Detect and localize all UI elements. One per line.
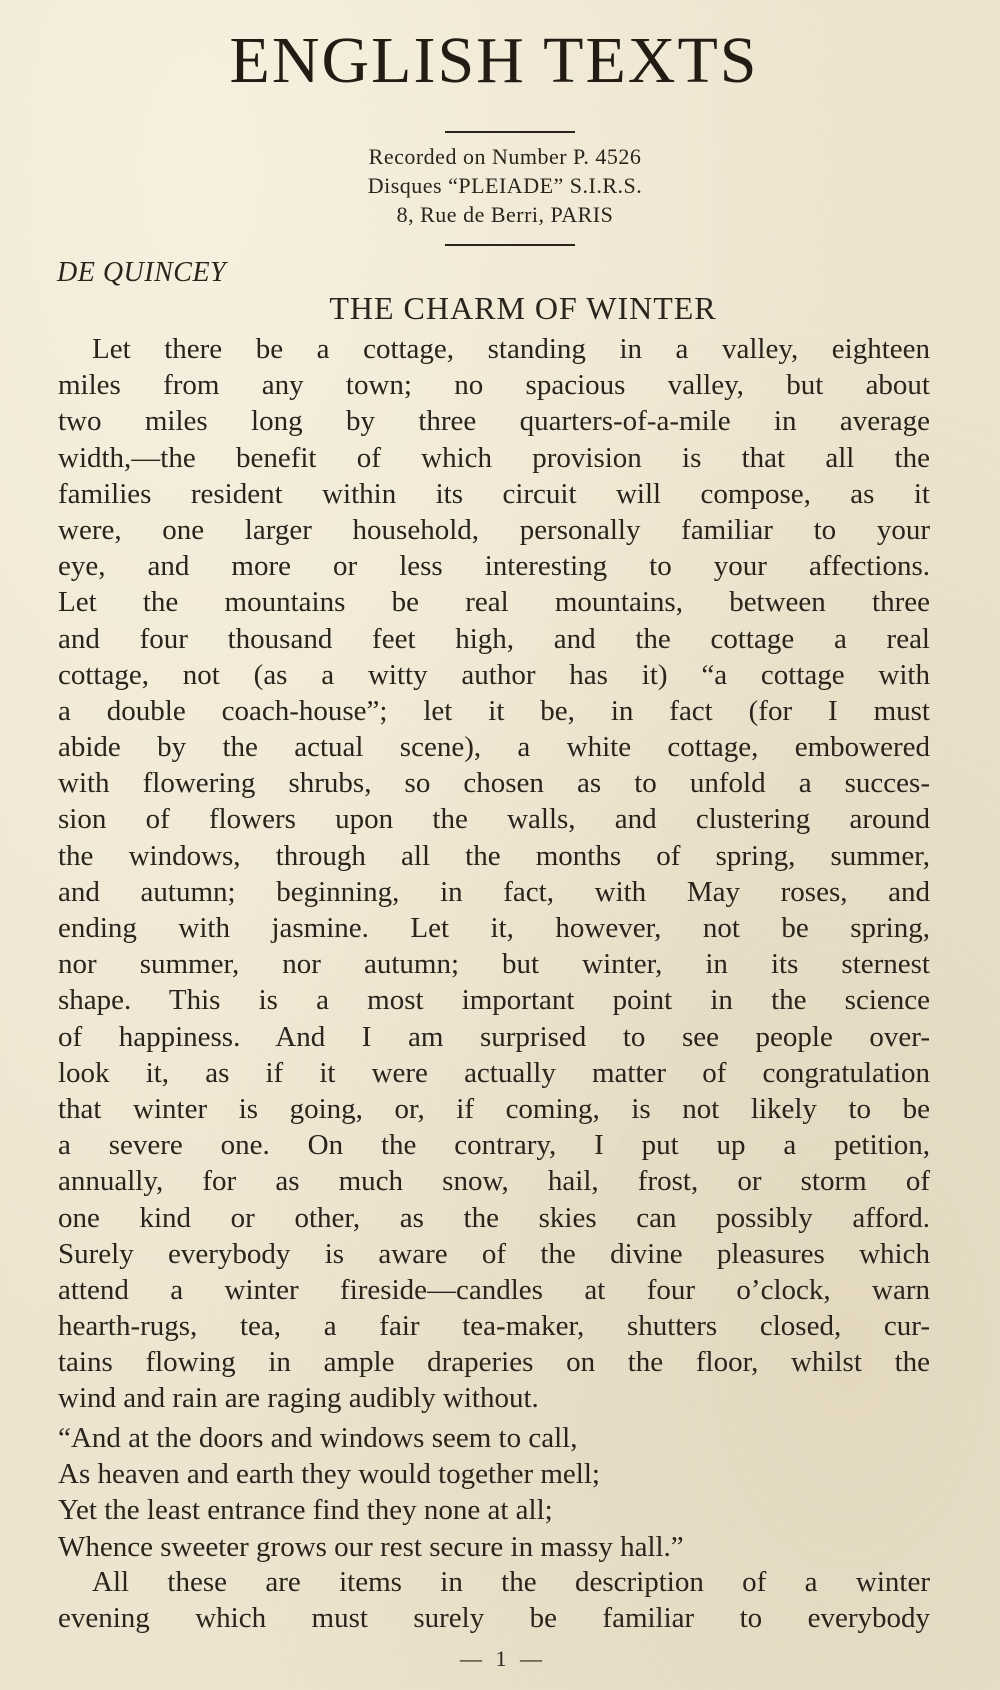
text-line: two miles long by three quarters-of-a-mile in average bbox=[58, 405, 930, 438]
verse-line: As heaven and earth they would together mell; bbox=[58, 1458, 600, 1491]
text-line: Surely everybody is aware of the divine pleasures which bbox=[58, 1237, 930, 1270]
verse-line: “And at the doors and windows seem to call, bbox=[58, 1422, 578, 1454]
text-line: attend a winter fireside—candles at four o’clock, warn bbox=[58, 1273, 930, 1306]
text-line: hearth-rugs, tea, a fair tea-maker, shutters closed, cur- bbox=[58, 1310, 930, 1343]
text-line: with flowering shrubs, so chosen as to unfold a succes- bbox=[58, 767, 930, 800]
text-line: a double coach-house”; let it be, in fact (for I must bbox=[58, 694, 930, 727]
text-line: abide by the actual scene), a white cottage, embowered bbox=[58, 731, 930, 764]
text-line: and four thousand feet high, and the cottage a real bbox=[58, 622, 930, 655]
text-line: tains flowing in ample draperies on the floor, whilst the bbox=[58, 1346, 930, 1379]
text-line: nor summer, nor autumn; but winter, in its sternest bbox=[58, 948, 930, 981]
prose-paragraph-1 bbox=[58, 331, 930, 1417]
verse-line: Yet the least entrance find they none at all; bbox=[58, 1494, 553, 1527]
title-divider-top bbox=[445, 131, 575, 133]
recording-line: 8, Rue de Berri, PARIS bbox=[396, 202, 614, 227]
author-name: DE QUINCEY bbox=[57, 257, 227, 288]
text-line: of happiness. And I am surprised to see people over- bbox=[58, 1020, 930, 1053]
page-title: ENGLISH TEXTS bbox=[229, 24, 759, 97]
text-line: cottage, not (as a witty author has it) “a cottage with bbox=[58, 658, 930, 691]
verse-quotation bbox=[58, 1420, 930, 1565]
text-line: one kind or other, as the skies can possibly afford. bbox=[58, 1201, 930, 1234]
title-divider-bottom bbox=[445, 244, 575, 246]
text-line: eye, and more or less interesting to your affections. bbox=[58, 550, 930, 583]
text-line: sion of flowers upon the walls, and clustering around bbox=[58, 803, 930, 836]
text-line: width,—the benefit of which provision is that all the bbox=[58, 441, 930, 474]
text-line: wind and rain are raging audibly without. bbox=[58, 1382, 539, 1415]
text-line: the windows, through all the months of spring, summer, bbox=[58, 839, 930, 872]
recording-line: Disques “PLEIADE” S.I.R.S. bbox=[367, 173, 643, 198]
page-number: — 1 — bbox=[460, 1646, 546, 1671]
text-line: that winter is going, or, if coming, is not likely to be bbox=[58, 1092, 930, 1125]
prose-paragraph-2 bbox=[58, 1564, 930, 1636]
text-line: Let the mountains be real mountains, between three bbox=[58, 586, 930, 619]
text-line: All these are items in the description of a winter bbox=[92, 1566, 930, 1598]
text-line: shape. This is a most important point in the science bbox=[58, 984, 930, 1017]
text-line: miles from any town; no spacious valley, but about bbox=[58, 369, 930, 402]
text-line: look it, as if it were actually matter of congratulation bbox=[58, 1056, 930, 1089]
text-line: were, one larger household, personally familiar to your bbox=[58, 513, 930, 546]
text-line: Let there be a cottage, standing in a valley, eighteen bbox=[92, 333, 930, 365]
text-line: annually, for as much snow, hail, frost, or storm of bbox=[58, 1165, 930, 1198]
text-line: ending with jasmine. Let it, however, not be spring, bbox=[58, 912, 930, 944]
text-line: evening which must surely be familiar to everybody bbox=[58, 1602, 930, 1635]
essay-title: THE CHARM OF WINTER bbox=[329, 290, 717, 326]
recording-line: Recorded on Number P. 4526 bbox=[368, 144, 642, 169]
text-line: and autumn; beginning, in fact, with May roses, and bbox=[58, 875, 930, 908]
verse-line: Whence sweeter grows our rest secure in massy hall.” bbox=[58, 1530, 684, 1563]
text-line: a severe one. On the contrary, I put up a petition, bbox=[58, 1129, 930, 1162]
text-line: families resident within its circuit will compose, as it bbox=[58, 477, 930, 510]
recording-info bbox=[5, 142, 1000, 229]
